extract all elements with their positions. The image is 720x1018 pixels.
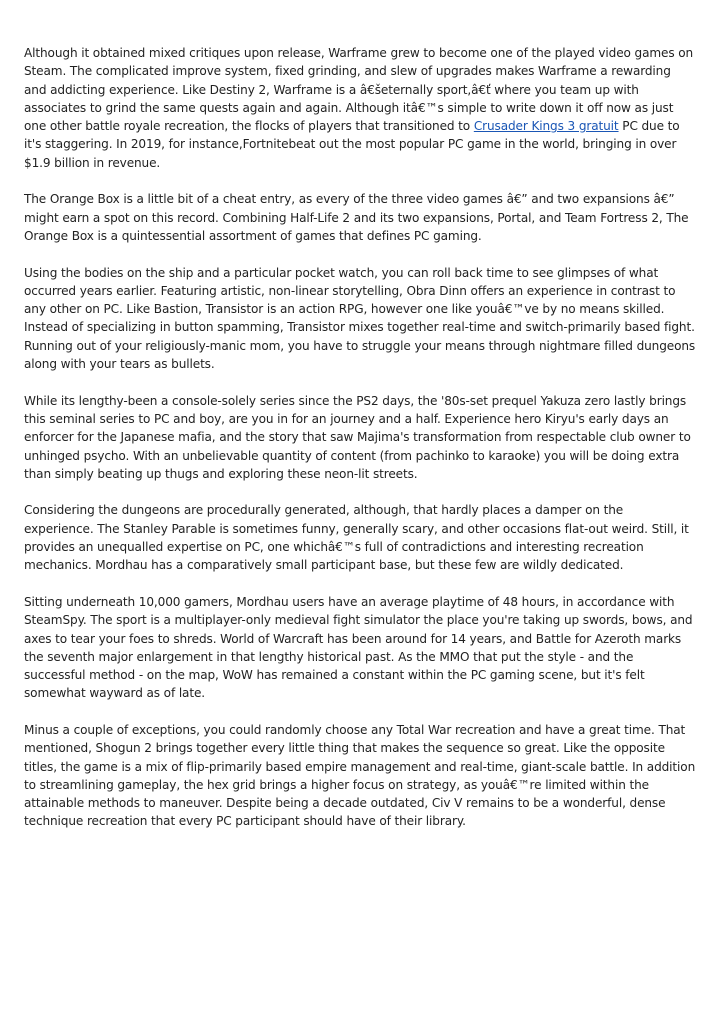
- crusader-kings-link[interactable]: Crusader Kings 3 gratuit: [473, 119, 619, 134]
- paragraph-orange-box: The Orange Box is a little bit of a cheat entry, as every of the three video games â€” and two expansions â€” might earn a spot on this record. Combining Half-Life 2 and its two expansions, Portal, and Team Fortress 2, The Orange Box is a quintessential assortment of games that defines PC gaming.: [24, 192, 689, 243]
- paragraph-total-war: Minus a couple of exceptions, you could randomly choose any Total War recreation and have a great time. That mentioned, Shogun 2 brings together every little thing that makes the sequence so great. Like the opposite titles, the game is a mix of flip-primarily based empire management and real-time, giant-scale battle. In addition to streamlining gameplay, the hex grid brings a higher focus on strategy, as youâ€™re limited within the attainable methods to maneuver. Despite being a decade outdated, Civ V remains to be a wonderful, dense technique recreation that every PC participant should have of their library.: [24, 722, 696, 829]
- paragraph-warframe: [24, 44, 696, 172]
- paragraph-stanley-parable: Considering the dungeons are procedurally generated, although, that hardly places a damper on the experience. The Stanley Parable is sometimes funny, generally scary, and other occasions flat-out weird. Still, it provides an unequalled expertise on PC, one whichâ€™s full of contradictions and interesting recreation mechanics. Mordhau has a comparatively small participant base, but these few are wildly dedicated.: [24, 503, 689, 573]
- paragraph-warframe-text-after: PC due to it's staggering. In 2019, for instance,Fortnitebeat out the most popular PC game in the world, bringing in over $1.9 billion in revenue.: [24, 119, 680, 170]
- paragraph-obra-dinn: Using the bodies on the ship and a particular pocket watch, you can roll back time to see glimpses of what occurred years earlier. Featuring artistic, non-linear storytelling, Obra Dinn offers an experience in contrast to any other on PC. Like Bastion, Transistor is an action RPG, however one like youâ€™ve by no means skilled. Instead of specializing in button spamming, Transistor mixes together real-time and switch-primarily based fight. Running out of your religiously-manic mom, you have to struggle your means through nightmare filled dungeons along with your tears as bullets.: [24, 265, 696, 372]
- paragraph-yakuza: While its lengthy-been a console-solely series since the PS2 days, the '80s-set prequel Yakuza zero lastly brings this seminal series to PC and boy, are you in for an journey and a half. Experience hero Kiryu's early days an enforcer for the Japanese mafia, and the story that saw Majima's transformation from respectable club owner to unhinged psycho. With an unbelievable quantity of content (from pachinko to karaoke) you will be doing extra than simply beating up thugs and exploring these neon-lit streets.: [24, 393, 691, 481]
- paragraph-warframe-text-before: Although it obtained mixed critiques upon release, Warframe grew to become one of the played video games on Steam. The complicated improve system, fixed grinding, and slew of upgrades makes Warframe a rewarding and addicting experience. Like Destiny 2, Warframe is a â€šeternally sport,â€ť where you team up with associates to grind the same quests again and again. Although itâ€™s simple to write down it off now as just one other battle royale recreation, the flocks of players that transitioned to: [24, 46, 694, 134]
- paragraph-mordhau: Sitting underneath 10,000 gamers, Mordhau users have an average playtime of 48 hours, in accordance with SteamSpy. The sport is a multiplayer-only medieval fight simulator the place you're taking up swords, bows, and axes to tear your foes to shreds. World of Warcraft has been around for 14 years, and Battle for Azeroth marks the seventh major enlargement in that lengthy historical past. As the MMO that put the style - and the successful method - on the map, WoW has remained a constant within the PC gaming scene, but it's felt somewhat wayward as of late.: [24, 594, 693, 701]
